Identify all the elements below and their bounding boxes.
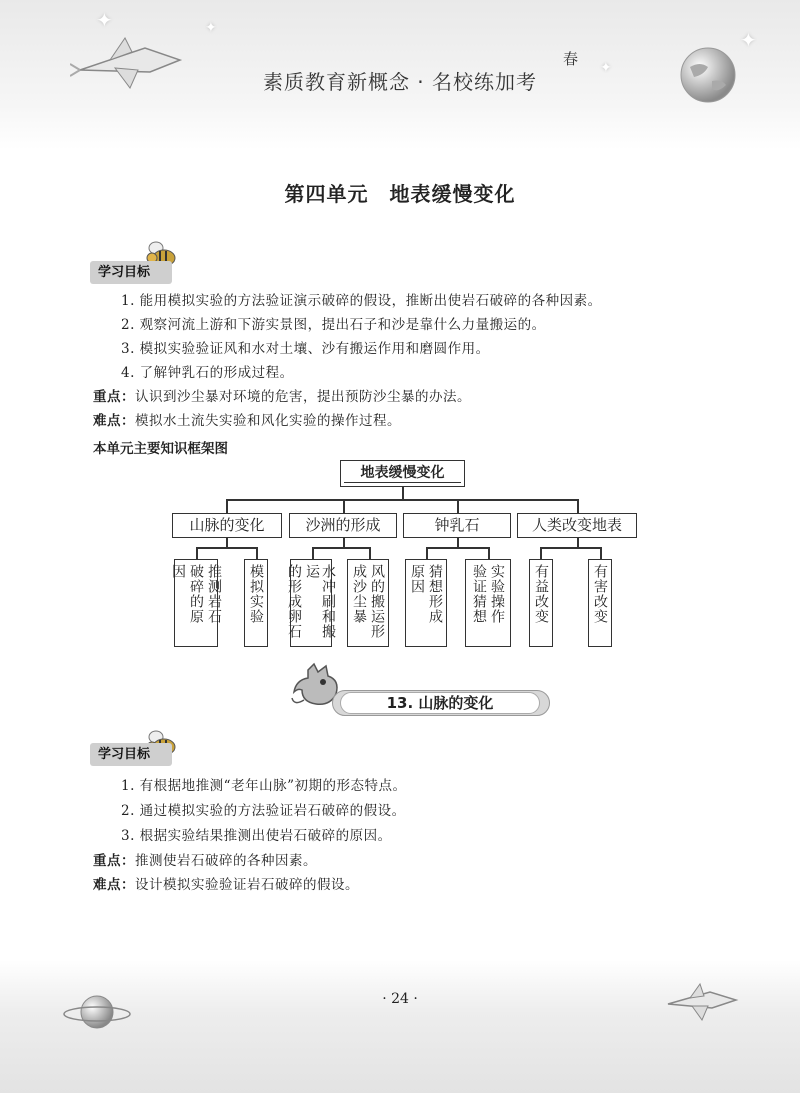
framework-category: 钟乳石	[403, 513, 511, 538]
framework-title: 本单元主要知识框架图	[93, 441, 228, 457]
key-point: 重点：认识到沙尘暴对环境的危害，提出预防沙尘暴的办法。	[93, 389, 471, 405]
goal-item: 1. 能用模拟实验的方法验证演示破碎的假设，推断出使岩石破碎的各种因素。	[121, 293, 602, 309]
learning-goals-badge: 学习目标	[90, 743, 172, 766]
goal-item: 2. 观察河流上游和下游实景图，提出石子和沙是靠什么力量搬运的。	[121, 317, 546, 333]
goal-item: 3. 根据实验结果推测出使岩石破碎的原因。	[121, 828, 392, 844]
framework-root: 地表缓慢变化	[340, 460, 465, 487]
star-icon: ✦	[600, 60, 612, 76]
difficult-point: 难点：设计模拟实验验证岩石破碎的假设。	[93, 877, 359, 893]
goal-item: 3. 模拟实验验证风和水对土壤、沙有搬运作用和磨圆作用。	[121, 341, 490, 357]
framework-leaf: 有害改变	[588, 559, 612, 647]
page-number: · 24 ·	[382, 991, 418, 1007]
learning-goals-badge: 学习目标	[90, 261, 172, 284]
framework-category: 沙洲的形成	[289, 513, 397, 538]
key-point: 重点：推测使岩石破碎的各种因素。	[93, 853, 317, 869]
star-icon: ✦	[96, 8, 113, 32]
star-icon: ✦	[740, 28, 757, 52]
framework-leaf: 风的搬运形 成沙尘暴	[347, 559, 389, 647]
framework-leaf: 实验操作 验证猜想	[465, 559, 511, 647]
goal-item: 4. 了解钟乳石的形成过程。	[121, 365, 294, 381]
framework-category: 山脉的变化	[172, 513, 282, 538]
unit-title: 第四单元 地表缓慢变化	[284, 182, 516, 206]
star-icon: ✦	[205, 20, 217, 36]
goal-item: 1. 有根据地推测“老年山脉”初期的形态特点。	[121, 778, 407, 794]
difficult-point: 难点：模拟水土流失实验和风化实验的操作过程。	[93, 413, 401, 429]
framework-leaf: 有益改变	[529, 559, 553, 647]
header-title: 素质教育新概念 · 名校练加考	[262, 70, 538, 94]
lesson-title: 13. 山脉的变化	[340, 692, 540, 714]
framework-leaf: 推测岩石 破碎的原 因	[174, 559, 218, 647]
framework-leaf: 模拟实验	[244, 559, 268, 647]
season-label: 春	[563, 50, 579, 68]
framework-category: 人类改变地表	[517, 513, 637, 538]
framework-leaf: 猜想形成 原因	[405, 559, 447, 647]
goal-item: 2. 通过模拟实验的方法验证岩石破碎的假设。	[121, 803, 406, 819]
framework-leaf: 水冲刷和搬运 的形成卵石	[290, 559, 332, 647]
